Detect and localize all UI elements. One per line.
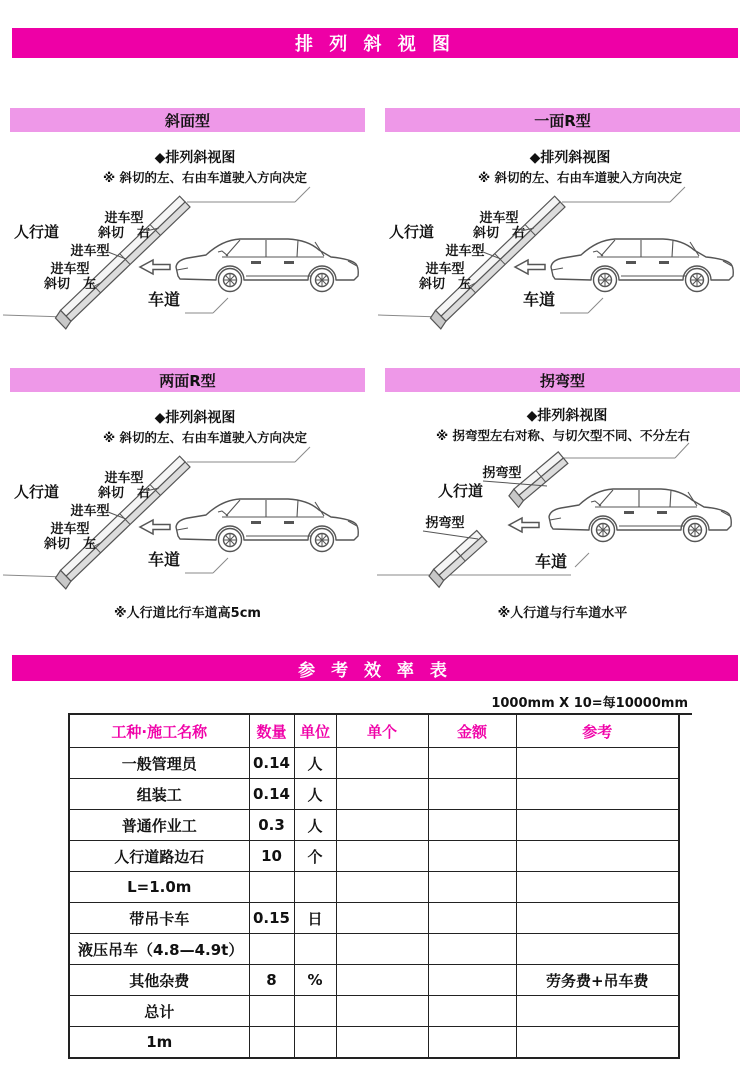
- main-title-bar: [12, 28, 738, 58]
- diagram-note: ※ 斜切的左、右由车道驶入方向决定: [102, 430, 308, 445]
- table-cell: [428, 748, 516, 779]
- panel-header: [385, 368, 740, 392]
- table-cell: 0.3: [249, 810, 294, 841]
- scale-note-text: 1000mm X 10=每10000mm: [479, 696, 692, 715]
- table-cell: 0.15: [249, 903, 294, 934]
- lane-label: 车道: [522, 290, 556, 309]
- column-header: 参考: [516, 714, 679, 748]
- table-cell: [516, 872, 679, 903]
- oblique-view-diagram-corner: [375, 392, 750, 600]
- table-row: [69, 779, 679, 810]
- table-cell: 带吊卡车: [69, 903, 249, 934]
- table-cell: [428, 934, 516, 965]
- footnote-right: ※人行道与行车道水平: [497, 606, 628, 621]
- table-cell: [428, 965, 516, 996]
- table-cell: 普通作业工: [69, 810, 249, 841]
- entry-type-mid-label: 进车型: [70, 504, 110, 519]
- table-cell: [428, 903, 516, 934]
- column-header: 单个: [336, 714, 428, 748]
- table-row: [69, 996, 679, 1027]
- table-cell: [428, 996, 516, 1027]
- table-cell: 0.14: [249, 748, 294, 779]
- table-cell: 总计: [69, 996, 249, 1027]
- entry-type-left-label: 进车型: [425, 262, 465, 277]
- table-cell: 个: [294, 841, 336, 872]
- entry-type-right-label: 进车型: [104, 471, 144, 486]
- sidewalk-label: 人行道: [438, 482, 484, 500]
- table-cell: [249, 934, 294, 965]
- column-header: 单位: [294, 714, 336, 748]
- drive-direction-arrow: [140, 260, 170, 274]
- table-cell: [516, 1027, 679, 1059]
- table-cell: 0.14: [249, 779, 294, 810]
- panel-header-label: 斜面型: [164, 111, 210, 130]
- panel-two-face-r-type: [0, 368, 375, 620]
- corner-type-bottom-label: 拐弯型: [425, 516, 465, 531]
- table-cell: 劳务费+吊车费: [516, 965, 679, 996]
- scale-note: [479, 692, 692, 711]
- table-row: [69, 934, 679, 965]
- panel-header-label: 两面R型: [159, 371, 216, 390]
- car-drawing: [176, 499, 358, 552]
- table-row: [69, 903, 679, 934]
- page-title: 排 列 斜 视 图: [294, 34, 456, 55]
- table-cell: [516, 748, 679, 779]
- table-cell: [336, 748, 428, 779]
- panel-slope-type: [0, 108, 375, 360]
- table-cell: L=1.0m: [69, 872, 249, 903]
- panel-row-1: [0, 108, 750, 360]
- table-cell: [294, 1027, 336, 1059]
- column-header: 金额: [428, 714, 516, 748]
- drive-direction-arrow: [509, 518, 539, 532]
- table-cell: 10: [249, 841, 294, 872]
- curb-segment-bottom: [428, 530, 488, 587]
- table-cell: [336, 934, 428, 965]
- panel-one-face-r-type: [375, 108, 750, 360]
- car-drawing: [551, 239, 733, 292]
- column-header: 数量: [249, 714, 294, 748]
- table-cell: [516, 996, 679, 1027]
- table-row: [69, 965, 679, 996]
- lane-label: 车道: [147, 290, 181, 309]
- panel-row-2: [0, 368, 750, 620]
- drive-direction-arrow: [515, 260, 545, 274]
- table-cell: [428, 872, 516, 903]
- table-cell: [428, 841, 516, 872]
- panel-header-label: 一面R型: [534, 111, 591, 130]
- table-cell: [428, 779, 516, 810]
- table-row: [69, 748, 679, 779]
- table-row: [69, 872, 679, 903]
- table-cell: 人行道路边石: [69, 841, 249, 872]
- diagram-note: ※ 斜切的左、右由车道驶入方向决定: [477, 170, 683, 185]
- diagram-note: ※ 斜切的左、右由车道驶入方向决定: [102, 170, 308, 185]
- diagram-note: ※ 拐弯型左右对称、与切欠型不同、不分左右: [435, 428, 691, 443]
- entry-type-left-label: 进车型: [50, 262, 90, 277]
- car-drawing: [176, 239, 358, 292]
- lane-label: 车道: [147, 550, 181, 569]
- entry-type-left-label: 进车型: [50, 522, 90, 537]
- table-cell: [249, 872, 294, 903]
- table-cell: 组装工: [69, 779, 249, 810]
- entry-type-left-label2: 斜切 左: [43, 277, 97, 292]
- panel-header-label: 拐弯型: [539, 371, 585, 390]
- table-cell: [336, 965, 428, 996]
- entry-type-right-label2: 斜切 右: [472, 226, 526, 241]
- lane-label: 车道: [534, 552, 568, 571]
- table-cell: [336, 872, 428, 903]
- diagram-slot: [0, 132, 375, 360]
- efficiency-table: [68, 713, 680, 1059]
- oblique-view-diagram: [375, 132, 750, 360]
- table-cell: 液压吊车（4.8—4.9t）: [69, 934, 249, 965]
- table-cell: 8: [249, 965, 294, 996]
- table-cell: [336, 841, 428, 872]
- car-drawing: [549, 489, 731, 542]
- entry-type-right-label: 进车型: [104, 211, 144, 226]
- entry-type-left-label2: 斜切 左: [43, 537, 97, 552]
- table-header-row: [69, 714, 679, 748]
- table-cell: [336, 810, 428, 841]
- diagram-title: ◆排列斜视图: [154, 410, 236, 426]
- corner-type-top-label: 拐弯型: [482, 466, 522, 481]
- entry-type-right-label2: 斜切 右: [97, 226, 151, 241]
- entry-type-right-label: 进车型: [479, 211, 519, 226]
- table-cell: 日: [294, 903, 336, 934]
- diagram-title: ◆排列斜视图: [529, 150, 611, 166]
- table-cell: %: [294, 965, 336, 996]
- diagram-title: ◆排列斜视图: [526, 408, 608, 424]
- efficiency-table-body: [69, 748, 679, 1059]
- entry-type-mid-label: 进车型: [445, 244, 485, 259]
- entry-type-mid-label: 进车型: [70, 244, 110, 259]
- table-cell: [336, 903, 428, 934]
- table-cell: [294, 872, 336, 903]
- table-cell: [336, 779, 428, 810]
- diagram-slot: [0, 392, 375, 620]
- table-cell: [516, 810, 679, 841]
- diagram-slot: [375, 132, 750, 360]
- entry-type-left-label2: 斜切 左: [418, 277, 472, 292]
- table-cell: [516, 841, 679, 872]
- table-cell: [294, 934, 336, 965]
- table-cell: [516, 779, 679, 810]
- section-title-bar: [12, 655, 738, 681]
- table-cell: 其他杂费: [69, 965, 249, 996]
- oblique-view-diagram: [0, 392, 375, 620]
- panel-header: [10, 108, 365, 132]
- table-cell: [336, 1027, 428, 1059]
- table-cell: [428, 810, 516, 841]
- table-cell: 人: [294, 810, 336, 841]
- drive-direction-arrow: [140, 520, 170, 534]
- table-cell: [249, 996, 294, 1027]
- table-cell: [516, 903, 679, 934]
- table-cell: [428, 1027, 516, 1059]
- diagram-title: ◆排列斜视图: [154, 150, 236, 166]
- footnote-left: ※人行道比行车道高5cm: [114, 606, 261, 621]
- sidewalk-label: 人行道: [14, 223, 60, 241]
- table-row: [69, 1027, 679, 1059]
- table-cell: [516, 934, 679, 965]
- footnotes-row: [0, 602, 750, 621]
- table-cell: 1m: [69, 1027, 249, 1059]
- oblique-view-diagram: [0, 132, 375, 360]
- table-row: [69, 810, 679, 841]
- sidewalk-label: 人行道: [14, 483, 60, 501]
- section-title: 参 考 效 率 表: [298, 660, 452, 681]
- table-cell: 人: [294, 748, 336, 779]
- table-cell: [249, 1027, 294, 1059]
- table-row: [69, 841, 679, 872]
- column-header: 工种·施工名称: [69, 714, 249, 748]
- table-cell: 一般管理员: [69, 748, 249, 779]
- entry-type-right-label2: 斜切 右: [97, 486, 151, 501]
- efficiency-table-head: [69, 714, 679, 748]
- table-cell: [294, 996, 336, 1027]
- panel-corner-type: [375, 368, 750, 620]
- panel-header: [10, 368, 365, 392]
- sidewalk-label: 人行道: [389, 223, 435, 241]
- panel-header: [385, 108, 740, 132]
- table-cell: 人: [294, 779, 336, 810]
- table-cell: [336, 996, 428, 1027]
